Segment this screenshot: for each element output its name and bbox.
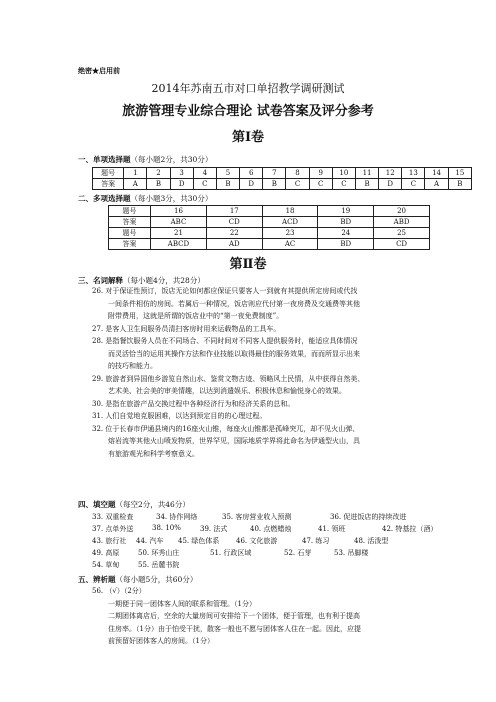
table-cell: 8 <box>286 168 309 179</box>
fill-answer: 45. 绿色体系 <box>178 537 220 545</box>
table-row <box>93 179 472 190</box>
table-cell: 16 <box>150 206 206 217</box>
table-cell: 17 <box>206 206 262 217</box>
single-choice-answer-table <box>92 167 472 190</box>
text-line: 二期团体离店后，空余的大量房间可安排给下一个团体，便于管理，也有利于提高 <box>108 612 360 620</box>
table-row <box>109 206 430 217</box>
table-cell: A <box>425 179 448 190</box>
section-3-label: 三、名词解释 <box>78 276 123 285</box>
volume-2-heading: 第Ⅱ卷 <box>229 257 267 272</box>
section-5-label: 五、辨析题 <box>78 575 116 584</box>
table-cell: 14 <box>425 168 448 179</box>
table-cell: ACD <box>262 217 318 228</box>
fill-answer: 49. 高原 <box>92 549 120 557</box>
table-row <box>109 217 430 228</box>
table-cell: 24 <box>318 228 374 239</box>
table-cell: B <box>263 179 286 190</box>
answer-56-verdict: 56. （√）（2分） <box>92 587 146 595</box>
table-row <box>93 168 472 179</box>
fill-answer: 55. 岳麓书院 <box>138 561 180 569</box>
table-cell: BD <box>318 239 374 250</box>
section-2-note: （每小题3分，共30分） <box>130 194 213 203</box>
table-cell: 25 <box>374 228 430 239</box>
table-cell: B <box>448 179 471 190</box>
row-label: 题号 <box>109 206 151 217</box>
table-cell: C <box>193 179 216 190</box>
table-row <box>109 239 430 250</box>
section-4-label: 四、填空题 <box>78 500 116 509</box>
table-row <box>109 228 430 239</box>
section-3-note: （每小题4分，共28分） <box>123 276 205 285</box>
answer-32 <box>92 423 364 461</box>
section-5-note: （每小题5分，共60分） <box>115 575 198 584</box>
fill-answer: 51. 行政区域 <box>210 549 252 557</box>
text-line: 而灵活恰当的运用其操作方法和作业技能以取得最佳的服务效果，而而所显示出来 <box>108 349 360 358</box>
table-cell: AC <box>262 239 318 250</box>
confidential-mark: 绝密★启用前 <box>78 66 120 75</box>
table-cell: D <box>240 179 263 190</box>
text-line: 艺术美、社会美的审美情趣，以达到消遣娱乐、积极休息和愉悦身心的效果。 <box>108 387 346 395</box>
table-cell: ABC <box>150 217 206 228</box>
section-4-note: （每空2分，共46分） <box>115 500 190 509</box>
multi-choice-answer-table <box>108 205 430 250</box>
answer-28 <box>92 335 364 373</box>
table-cell: 4 <box>193 168 216 179</box>
section-2-heading <box>78 193 212 204</box>
table-cell: C <box>286 179 309 190</box>
row-label: 答案 <box>109 217 151 228</box>
fill-answer: 46. 文化旅游 <box>236 537 278 545</box>
fill-answer: 36. 促进饭店的持续改进 <box>330 513 407 521</box>
text-line: 附带费用，这就是所谓的饭店业中的“第一夜免费制度”。 <box>108 312 284 320</box>
text-line: 一间条件相仿的房间。若属后一种情况，饭店则应代付第一夜房费及交通费等其他 <box>108 299 360 308</box>
answer-27 <box>92 323 364 336</box>
text-line: 30. 是指在旅游产品交换过程中各种经济行为和经济关系的总和。 <box>92 399 295 408</box>
table-cell: 6 <box>240 168 263 179</box>
text-line: 32. 位于长春市伊通县境内的16座火山锥，每座火山锥都是孤峰突兀，却不见火山弹、 <box>92 424 360 433</box>
analysis-block <box>92 585 361 648</box>
section-1-heading <box>78 154 212 165</box>
text-line: 31. 人们自觉地克服困难，以达到预定目的的心理过程。 <box>92 412 267 420</box>
table-cell: 2 <box>147 168 170 179</box>
section-2-label: 二、多项选择题 <box>78 194 131 203</box>
fill-answer: 40. 点燃蜡烛 <box>250 525 292 533</box>
table-cell: BD <box>318 217 374 228</box>
fill-answer: 53. 吊脚楼 <box>334 549 369 557</box>
table-cell: 1 <box>124 168 147 179</box>
section-4-heading <box>78 499 190 510</box>
definitions-block <box>92 285 364 460</box>
fill-answer: 43. 旅行社 <box>92 537 127 545</box>
table-cell: 15 <box>448 168 471 179</box>
text-line: 前预留好团体客人的房间。（1分） <box>108 637 214 645</box>
table-cell: B <box>355 179 378 190</box>
table-cell: C <box>309 179 332 190</box>
fill-answer: 48. 活泼型 <box>354 537 389 545</box>
text-line: 有旅游观光和科学考察意义。 <box>108 449 199 458</box>
row-label: 题号 <box>109 228 151 239</box>
row-label: 题号 <box>93 168 124 179</box>
table-cell: 11 <box>355 168 378 179</box>
table-cell: 7 <box>263 168 286 179</box>
table-cell: 18 <box>262 206 318 217</box>
text-line: 熔岩流等其他火山喷发物质，世界罕见，国际地质学界将此命名为伊通型火山，具 <box>108 437 360 445</box>
fill-answer: 42. 特基拉（酒） <box>382 525 438 533</box>
table-cell: 19 <box>318 206 374 217</box>
table-cell: 13 <box>402 168 425 179</box>
fill-answer: 34. 协作网络 <box>156 513 198 521</box>
fill-answer: 47. 练习 <box>302 537 330 545</box>
table-cell: ABCD <box>150 239 206 250</box>
fill-answer: 50. 环秀山庄 <box>138 549 180 557</box>
volume-1-heading: 第Ⅰ卷 <box>231 130 265 145</box>
fill-answer: 41. 领班 <box>318 525 346 533</box>
text-line: 一期便于同一团体客人间的联系和管理。（1分） <box>108 599 256 608</box>
table-cell: CD <box>206 217 262 228</box>
table-cell: B <box>147 179 170 190</box>
text-line: 的技巧和能力。 <box>108 362 157 370</box>
fill-answer: 37. 点单外送 <box>92 525 134 533</box>
fill-answer: 54. 草甸 <box>92 561 120 569</box>
answer-26 <box>92 285 364 323</box>
section-5-heading <box>78 574 197 585</box>
table-cell: 23 <box>262 228 318 239</box>
table-cell: 10 <box>332 168 355 179</box>
section-1-label: 一、单项选择题 <box>78 155 131 164</box>
fill-answer: 35. 客房营业收入预测 <box>222 513 292 521</box>
row-label: 答案 <box>93 179 124 190</box>
table-cell: 3 <box>170 168 193 179</box>
fill-answer: 38. 10% <box>152 524 181 532</box>
exam-subtitle: 旅游管理专业综合理论 试卷答案及评分参考 <box>122 104 374 119</box>
table-cell: A <box>124 179 147 190</box>
fill-answer: 52. 石芽 <box>284 549 312 557</box>
table-cell: C <box>402 179 425 190</box>
table-cell: 22 <box>206 228 262 239</box>
table-cell: B <box>216 179 239 190</box>
answer-31 <box>92 410 364 423</box>
text-line: 26. 对于保证性预订，饭店无论如何都应保证只要客人一到就有其提供所定房间或代找 <box>92 287 358 295</box>
row-label: 答案 <box>109 239 151 250</box>
table-cell: 12 <box>379 168 402 179</box>
table-cell: AD <box>206 239 262 250</box>
table-cell: 21 <box>150 228 206 239</box>
table-cell: CD <box>374 239 430 250</box>
table-cell: D <box>379 179 402 190</box>
table-cell: 9 <box>309 168 332 179</box>
table-cell: 20 <box>374 206 430 217</box>
text-line: 27. 是客人卫生间服务员清扫客房时用来运载物品的工具车。 <box>92 324 281 333</box>
fill-answer: 33. 双重检查 <box>92 513 134 521</box>
table-cell: 5 <box>216 168 239 179</box>
section-1-note: （每小题2分，共30分） <box>130 155 213 164</box>
fill-answer: 39. 法式 <box>200 525 228 533</box>
answer-30 <box>92 398 364 411</box>
table-cell: ABD <box>374 217 430 228</box>
table-cell: D <box>170 179 193 190</box>
table-cell: C <box>332 179 355 190</box>
fill-answer: 44. 汽车 <box>136 537 164 545</box>
text-line: 28. 是指餐饮服务人员在不同场合、不同时间对不同客人提供服务时，能适应具体情况 <box>92 337 358 345</box>
text-line: 住房率。（1分）由于怕受干扰，散客一般也不愿与团体客人住在一起。因此，应提 <box>108 624 361 633</box>
text-line: 29. 旅游者到异国他乡游览自然山水、鉴赏文物古迹、领略风土民情，从中获得自然美、 <box>92 374 365 383</box>
exam-title: 2014年苏南五市对口单招教学调研测试 <box>151 82 345 95</box>
answer-29 <box>92 373 364 398</box>
